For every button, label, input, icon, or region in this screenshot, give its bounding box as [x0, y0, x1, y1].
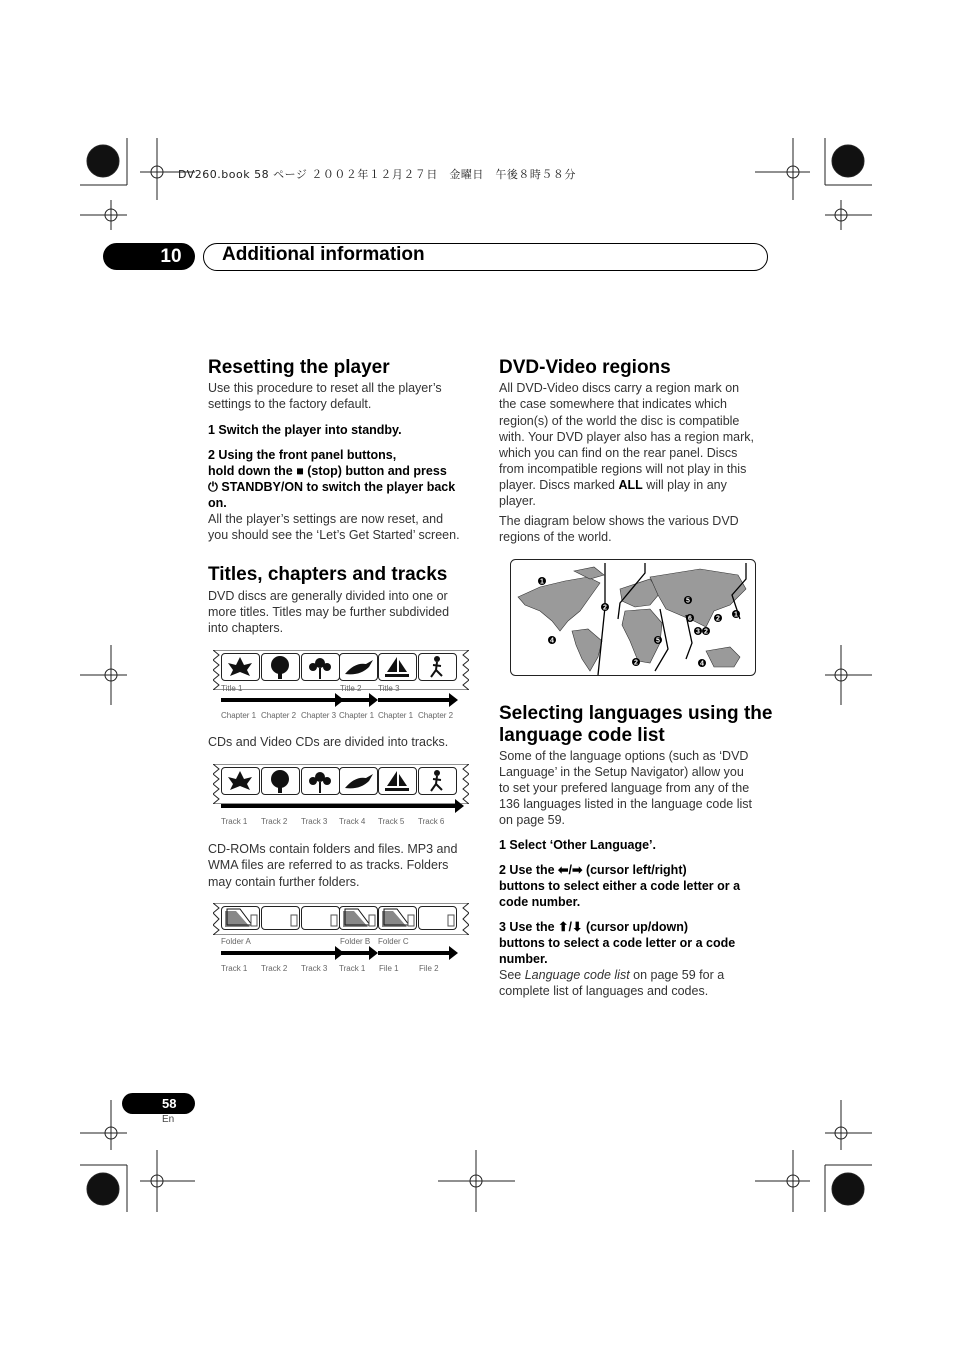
chapter-label: Chapter 1	[378, 711, 414, 720]
languages-line: to set your prefered language from any of the	[499, 781, 750, 795]
folder-b-label: Folder B	[340, 937, 371, 946]
track-label: Track 1	[221, 817, 248, 826]
skater-icon	[418, 653, 457, 681]
track-label: Track 5	[378, 817, 405, 826]
file-icon	[418, 906, 457, 930]
titles-heading: Titles, chapters and tracks	[208, 564, 448, 585]
chapter-label: Chapter 2	[261, 711, 297, 720]
flower-icon	[301, 767, 340, 795]
regions-line-all	[499, 477, 727, 493]
languages-heading-1: Selecting languages using the	[499, 703, 773, 724]
chapter-label: Chapter 3	[301, 711, 337, 720]
track-arrow	[221, 804, 456, 808]
dvd-structure-diagram	[213, 650, 469, 725]
file-icon	[261, 906, 300, 930]
sailboat-icon	[378, 767, 417, 795]
resetting-intro-2: settings to the factory default.	[208, 397, 372, 411]
chapter-number: 10	[160, 246, 182, 267]
resetting-step-2a: 2 Using the front panel buttons,	[208, 448, 397, 462]
skater-icon	[418, 767, 457, 795]
cd-tracks-text: CDs and Video CDs are divided into tracks.	[208, 735, 449, 749]
chapter-title: Additional information	[222, 244, 425, 265]
cdrom-text-1: CD-ROMs contain folders and files. MP3 and	[208, 842, 458, 856]
regions-line: All DVD-Video discs carry a region mark on	[499, 381, 740, 395]
resetting-result-1: All the player’s settings are now reset, and	[208, 512, 444, 526]
region-number: 2	[603, 604, 607, 612]
languages-step-3c: number.	[499, 952, 548, 966]
titles-intro-2: more titles. Titles may be further subdivided	[208, 605, 450, 619]
chapter-label: Chapter 1	[221, 711, 257, 720]
bird-icon	[339, 767, 378, 795]
region-number: 2	[716, 615, 720, 623]
tree-icon	[261, 653, 300, 681]
title-1-label: Title 1	[221, 684, 243, 693]
regions-diagram-intro-1: The diagram below shows the various DVD	[499, 514, 739, 528]
region-number: 5	[656, 637, 660, 645]
leaf-icon	[221, 767, 260, 795]
languages-step-2b: buttons to select either a code letter or a	[499, 879, 741, 893]
track-label: Track 3	[301, 964, 328, 973]
languages-step-3b: buttons to select a code letter or a code	[499, 936, 736, 950]
language-code-list-ref: Language code list	[524, 968, 630, 982]
title-2-label: Title 2	[340, 684, 362, 693]
folder-icon	[221, 906, 260, 930]
see-language-code-list	[499, 967, 724, 983]
all-region-mark: ALL	[618, 478, 643, 492]
bird-icon	[339, 653, 378, 681]
languages-line: Some of the language options (such as ‘DVD	[499, 749, 749, 763]
region-number: 2	[704, 628, 708, 636]
regions-line: from incompatible regions will not play in this	[499, 462, 747, 476]
sailboat-icon	[378, 653, 417, 681]
titles-intro-3: into chapters.	[208, 621, 284, 635]
track-label: Track 1	[339, 964, 366, 973]
regions-diagram-intro-2: regions of the world.	[499, 530, 612, 544]
world-region-map	[510, 559, 756, 676]
resetting-intro-1: Use this procedure to reset all the player’s	[208, 381, 442, 395]
chapter-number-badge	[103, 243, 195, 270]
resetting-heading: Resetting the player	[208, 357, 390, 378]
chapter-label: Chapter 2	[418, 711, 454, 720]
region-number: 3	[696, 628, 700, 636]
regions-text: player. Discs marked	[499, 478, 616, 492]
regions-line: with. Your DVD player also has a region mark,	[499, 430, 754, 444]
folder-icon	[339, 906, 378, 930]
region-number: 5	[686, 597, 690, 605]
folder-a-arrow	[221, 951, 336, 955]
titles-intro-1: DVD discs are generally divided into one or	[208, 589, 448, 603]
region-number: 4	[550, 637, 554, 645]
region-number: 6	[688, 615, 692, 623]
resetting-step-2c: ⏻ STANDBY/ON to switch the player back	[208, 480, 456, 494]
cdrom-text-2: WMA files are referred to as tracks. Folders	[208, 858, 449, 872]
regions-line: region(s) of the world the disc is compatible	[499, 414, 740, 428]
file-label: File 1	[379, 964, 399, 973]
tree-icon	[261, 767, 300, 795]
see-text: See	[499, 968, 525, 982]
region-number: 4	[700, 660, 704, 668]
folder-a-label: Folder A	[221, 937, 251, 946]
region-number: 2	[634, 659, 638, 667]
resetting-result-2: you should see the ‘Let’s Get Started’ screen.	[208, 528, 460, 542]
flower-icon	[301, 653, 340, 681]
see-text: on page 59 for a	[629, 968, 725, 982]
regions-text: will play in any	[646, 478, 727, 492]
region-number: 1	[540, 578, 544, 586]
languages-step-1: 1 Select ‘Other Language’.	[499, 838, 656, 852]
track-label: Track 6	[418, 817, 445, 826]
cdrom-structure-diagram	[213, 903, 469, 978]
region-number: 1	[734, 611, 738, 619]
file-icon	[301, 906, 340, 930]
page-number: 58	[162, 1096, 177, 1111]
folder-b-arrow	[340, 951, 370, 955]
regions-line: which you can find on the rear panel. Discs	[499, 446, 738, 460]
track-label: Track 1	[221, 964, 248, 973]
title-2-arrow	[340, 698, 370, 702]
track-label: Track 3	[301, 817, 328, 826]
languages-step-2c: code number.	[499, 895, 581, 909]
see-text-2: complete list of languages and codes.	[499, 984, 709, 998]
languages-line: Language’ in the Setup Navigator) allow you	[499, 765, 744, 779]
folder-c-label: Folder C	[378, 937, 409, 946]
track-label: Track 4	[339, 817, 366, 826]
track-label: Track 2	[261, 817, 288, 826]
resetting-step-2b: hold down the ■ (stop) button and press	[208, 464, 447, 478]
cd-structure-diagram	[213, 764, 469, 834]
languages-heading-2: language code list	[499, 725, 665, 746]
leaf-icon	[221, 653, 260, 681]
title-3-arrow	[378, 698, 450, 702]
track-label: Track 2	[261, 964, 288, 973]
languages-line: on page 59.	[499, 813, 566, 827]
languages-step-2a: 2 Use the ⬅/➡ (cursor left/right)	[499, 863, 687, 877]
folder-icon	[378, 906, 417, 930]
title-3-label: Title 3	[378, 684, 400, 693]
file-label: File 2	[419, 964, 439, 973]
book-header-line: DV260.book 58 ページ ２００２年１２月２７日 金曜日 午後８時５８分	[178, 168, 576, 181]
regions-line: the case somewhere that indicates which	[499, 397, 727, 411]
cdrom-text-3: may contain further folders.	[208, 875, 360, 889]
regions-heading: DVD-Video regions	[499, 357, 671, 378]
folder-c-arrow	[378, 951, 450, 955]
page-number-badge	[122, 1093, 195, 1114]
languages-line: 136 languages listed in the language code list	[499, 797, 752, 811]
regions-line: player.	[499, 494, 536, 508]
chapter-label: Chapter 1	[339, 711, 375, 720]
resetting-step-2d: on.	[208, 496, 227, 510]
page-language: En	[162, 1114, 175, 1125]
title-1-arrow	[221, 698, 336, 702]
resetting-step-1: 1 Switch the player into standby.	[208, 423, 402, 437]
languages-step-3a: 3 Use the ⬆/⬇ (cursor up/down)	[499, 920, 689, 934]
